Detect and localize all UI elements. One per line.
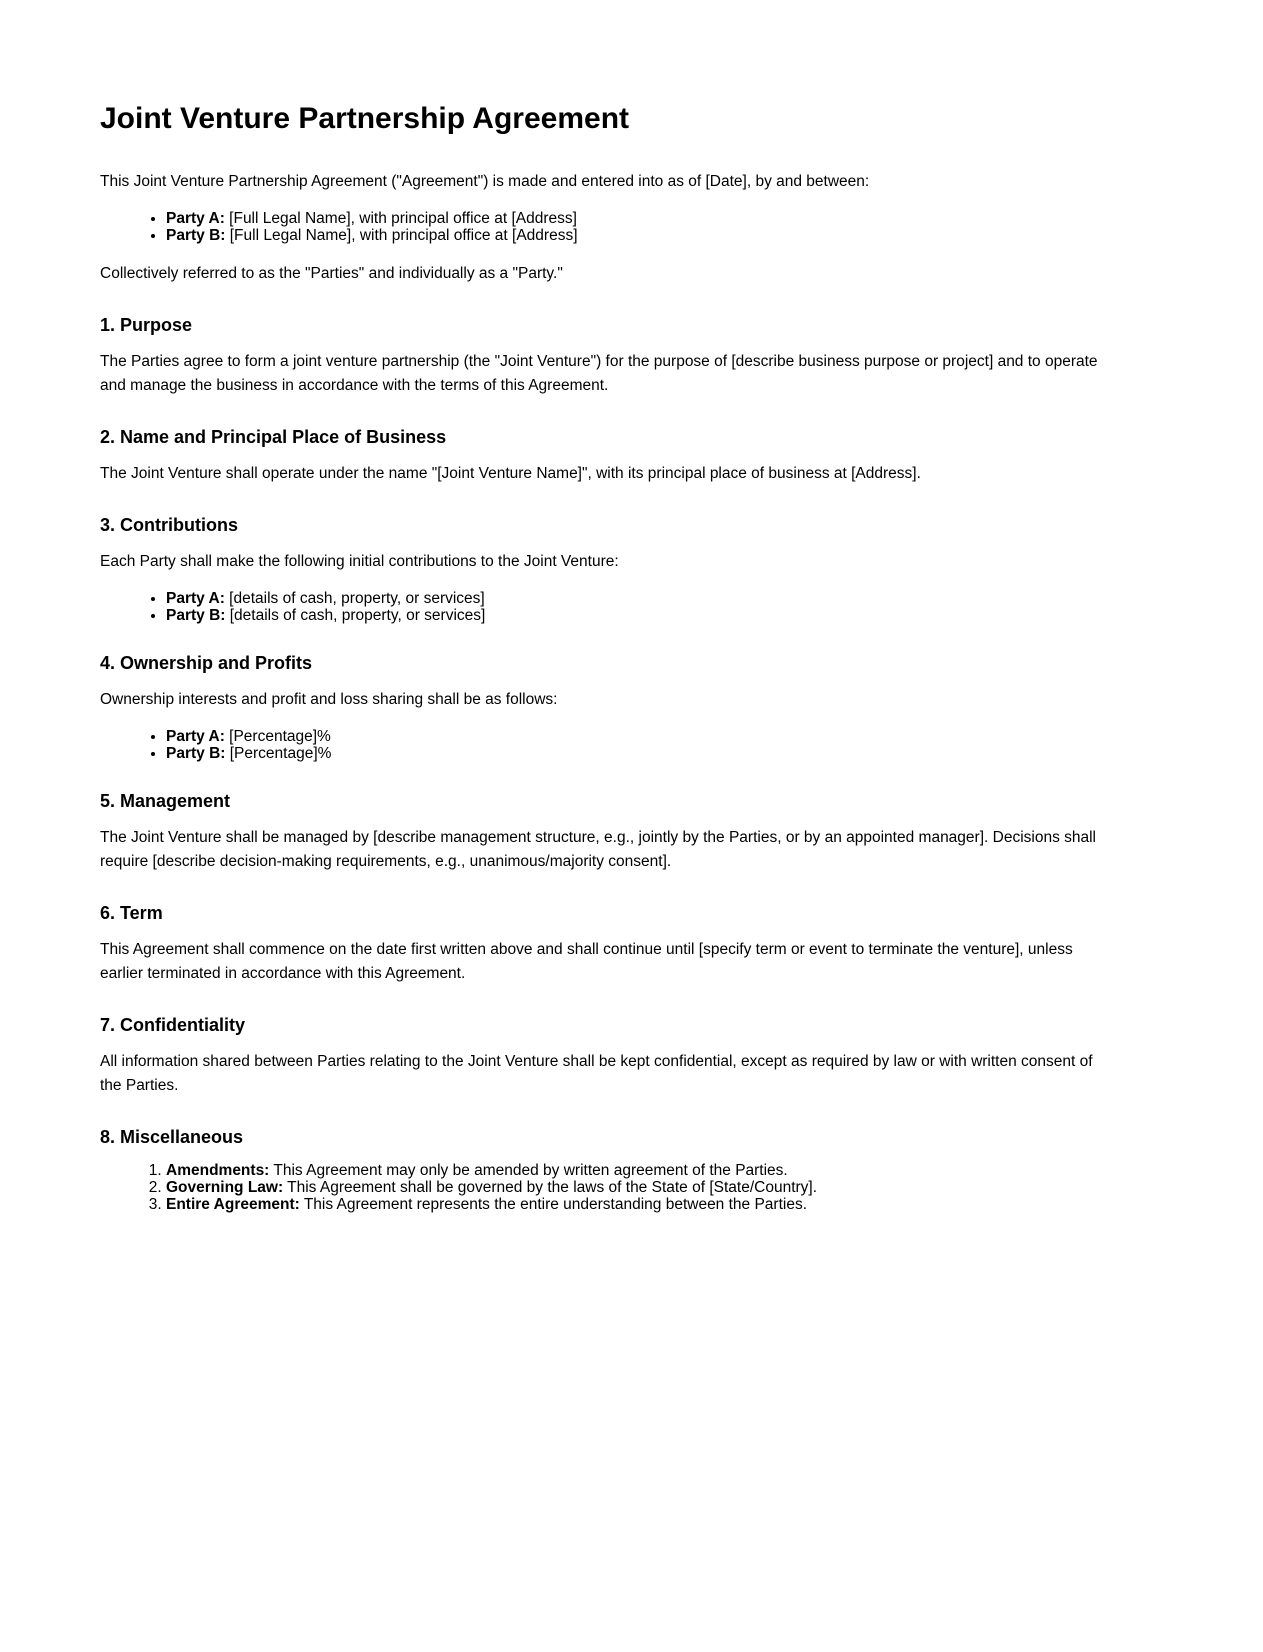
item-text: [Full Legal Name], with principal office at [Address] [225,227,578,244]
item-text: [Percentage]% [224,728,331,745]
document-title: Joint Venture Partnership Agreement [100,102,630,135]
list-item [166,590,1100,607]
section-heading-name: 2. Name and Principal Place of Business [100,427,447,447]
section-body-ownership: Ownership interests and profit and loss sharing shall be as follows: [100,691,558,708]
item-label: Party A: [166,728,225,745]
item-label: Party B: [166,607,226,624]
list-item [166,1179,1100,1196]
item-text: [Full Legal Name], with principal office at [Address] [224,210,577,227]
list-item [166,1196,1100,1213]
section-heading-misc: 8. Miscellaneous [100,1127,244,1147]
section-body-management: The Joint Venture shall be managed by [describe management structure, e.g., jointly by the Parties, or by an appointed manager]. Decisions shall require [describe decision-making requirements, e.g., unanimous/majority consent]. [100,829,1097,870]
list-item [166,1162,1100,1179]
misc-list [100,1162,1100,1213]
list-item [166,227,1100,244]
parties-list [100,210,1100,244]
item-label: Governing Law: [166,1179,284,1196]
section-heading-contributions: 3. Contributions [100,515,238,535]
collective-paragraph: Collectively referred to as the "Parties" and individually as a "Party." [100,265,563,282]
section-body-purpose: The Parties agree to form a joint venture partnership (the "Joint Venture") for the purpose of [describe business purpose or project] and to operate and manage the business in accordance with the terms of this Agreement. [100,353,1098,394]
section-heading-ownership: 4. Ownership and Profits [100,653,313,673]
item-text: This Agreement shall be governed by the laws of the State of [State/Country]. [283,1179,818,1196]
item-label: Party B: [166,745,226,762]
ownership-list [100,728,1100,762]
item-text: [Percentage]% [225,745,332,762]
section-heading-purpose: 1. Purpose [100,315,193,335]
item-text: [details of cash, property, or services] [224,590,485,607]
item-text: This Agreement represents the entire understanding between the Parties. [299,1196,808,1213]
item-text: This Agreement may only be amended by written agreement of the Parties. [269,1162,788,1179]
list-item [166,728,1100,745]
section-heading-confidentiality: 7. Confidentiality [100,1015,246,1035]
section-body-confidentiality: All information shared between Parties relating to the Joint Venture shall be kept confidential, except as required by law or with written consent of the Parties. [100,1053,1093,1094]
section-body-name: The Joint Venture shall operate under the name "[Joint Venture Name]", with its principal place of business at [Address]. [100,465,921,482]
section-body-contributions: Each Party shall make the following initial contributions to the Joint Venture: [100,553,619,570]
intro-paragraph: This Joint Venture Partnership Agreement ("Agreement") is made and entered into as of [Date], by and between: [100,173,870,190]
contributions-list [100,590,1100,624]
section-heading-management: 5. Management [100,791,231,811]
item-label: Party A: [166,210,225,227]
list-item [166,607,1100,624]
list-item [166,745,1100,762]
item-label: Party A: [166,590,225,607]
section-heading-term: 6. Term [100,903,163,923]
item-label: Amendments: [166,1162,270,1179]
item-text: [details of cash, property, or services] [225,607,486,624]
list-item [166,210,1100,227]
item-label: Entire Agreement: [166,1196,300,1213]
item-label: Party B: [166,227,226,244]
section-body-term: This Agreement shall commence on the date first written above and shall continue until [specify term or event to terminate the venture], unless earlier terminated in accordance with this Agreement. [100,941,1073,982]
